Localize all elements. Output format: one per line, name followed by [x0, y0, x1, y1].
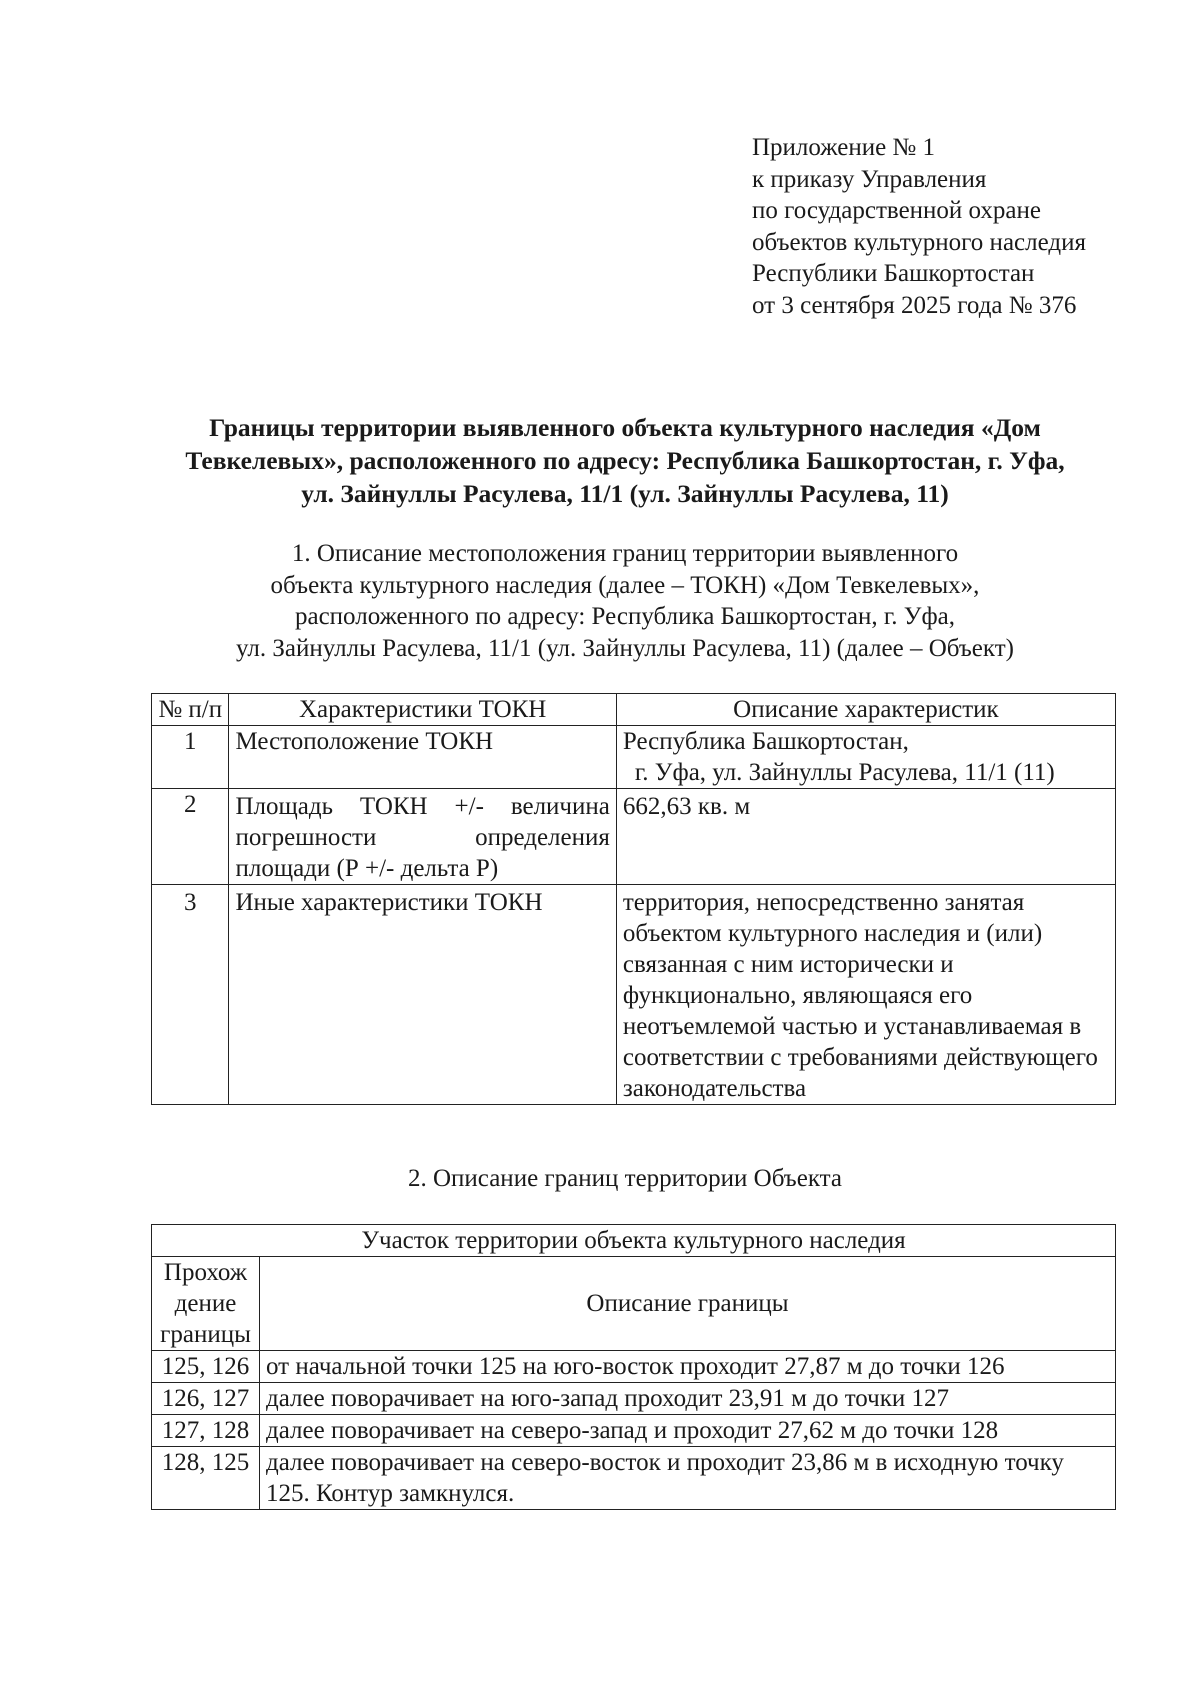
row-boundary-description: от начальной точки 125 на юго-восток проходит 27,87 м до точки 126 [260, 1351, 1116, 1383]
appendix-line: Приложение № 1 [752, 134, 936, 161]
table-row [152, 726, 1116, 789]
section1-heading [140, 538, 1110, 664]
section2-heading: 2. Описание границ территории Объекта [408, 1165, 842, 1192]
description-line: Республика Башкортостан, [622, 728, 909, 755]
table-title: Участок территории объекта культурного наследия [152, 1225, 1116, 1257]
section1-line: расположенного по адресу: Республика Башкортостан, г. Уфа, [294, 603, 956, 630]
section1-line: 1. Описание местоположения границ территории выявленного [291, 540, 959, 567]
row-description: территория, непосредственно занятая объектом культурного наследия и (или) связанная с ним исторически и функционально, являющаяся его неотъемлемой частью и устанавливаемая в соответствии с требованиями действующего законодательства [616, 885, 1115, 1105]
row-num: 1 [152, 726, 229, 789]
appendix-line: к приказу Управления [752, 165, 987, 193]
row-points: 127, 128 [152, 1415, 260, 1447]
table-header-row [152, 1257, 1116, 1351]
header-characteristic: Характеристики ТОКН [229, 694, 616, 726]
appendix-line: Республики Башкортостан [752, 260, 1035, 287]
table-row [152, 1383, 1116, 1415]
appendix-line: по государственной охране [752, 197, 1042, 224]
appendix-line: объектов культурного наследия [752, 228, 1086, 256]
table-header-row [152, 694, 1116, 726]
row-boundary-description: далее поворачивает на северо-восток и проходит 23,86 м в исходную точку 125. Контур замкнулся. [260, 1447, 1116, 1510]
appendix-line: от 3 сентября 2025 года № 376 [752, 291, 1077, 319]
header-description: Описание характеристик [616, 694, 1115, 726]
table-title-row [152, 1225, 1116, 1257]
table-row [152, 1415, 1116, 1447]
row-characteristic: Иные характеристики ТОКН [229, 885, 616, 1105]
row-num: 3 [152, 885, 229, 1105]
row-characteristic: Местоположение ТОКН [229, 726, 616, 789]
header-passage-line: границы [160, 1321, 251, 1348]
row-description [616, 726, 1115, 789]
row-points: 126, 127 [152, 1383, 260, 1415]
row-boundary-description: далее поворачивает на северо-запад и проходит 27,62 м до точки 128 [260, 1415, 1116, 1447]
section1-line: ул. Зайнуллы Расулева, 11/1 (ул. Зайнуллы Расулева, 11) (далее – Объект) [236, 634, 1014, 662]
table-row [152, 885, 1116, 1105]
title-line: ул. Зайнуллы Расулева, 11/1 (ул. Зайнуллы Расулева, 11) [301, 479, 949, 508]
row-boundary-description: далее поворачивает на юго-запад проходит 23,91 м до точки 127 [260, 1383, 1116, 1415]
title-line: Тевкелевых», расположенного по адресу: Республика Башкортостан, г. Уфа, [185, 446, 1065, 475]
row-num: 2 [152, 789, 229, 885]
description-line: г. Уфа, ул. Зайнуллы Расулева, 11/1 (11) [634, 759, 1055, 786]
row-points: 128, 125 [152, 1447, 260, 1510]
section1-line: объекта культурного наследия (далее – ТОКН) «Дом Тевкелевых», [270, 571, 980, 599]
header-boundary-description: Описание границы [260, 1257, 1116, 1351]
table-row [152, 1447, 1116, 1510]
document-title [140, 411, 1110, 510]
row-characteristic: Площадь ТОКН +/- величина погрешности определения площади (Р +/- дельта Р) [229, 789, 616, 885]
header-passage-line: Прохож [163, 1259, 248, 1286]
boundary-table [151, 1224, 1116, 1510]
title-line: Границы территории выявленного объекта культурного наследия «Дом [209, 413, 1041, 442]
header-passage [152, 1257, 260, 1351]
table-row [152, 789, 1116, 885]
characteristics-table [151, 693, 1116, 1105]
table-row [152, 1351, 1116, 1383]
appendix-block [752, 132, 1086, 321]
header-passage-line: дение [174, 1290, 237, 1317]
row-description: 662,63 кв. м [616, 789, 1115, 885]
header-num: № п/п [152, 694, 229, 726]
row-points: 125, 126 [152, 1351, 260, 1383]
